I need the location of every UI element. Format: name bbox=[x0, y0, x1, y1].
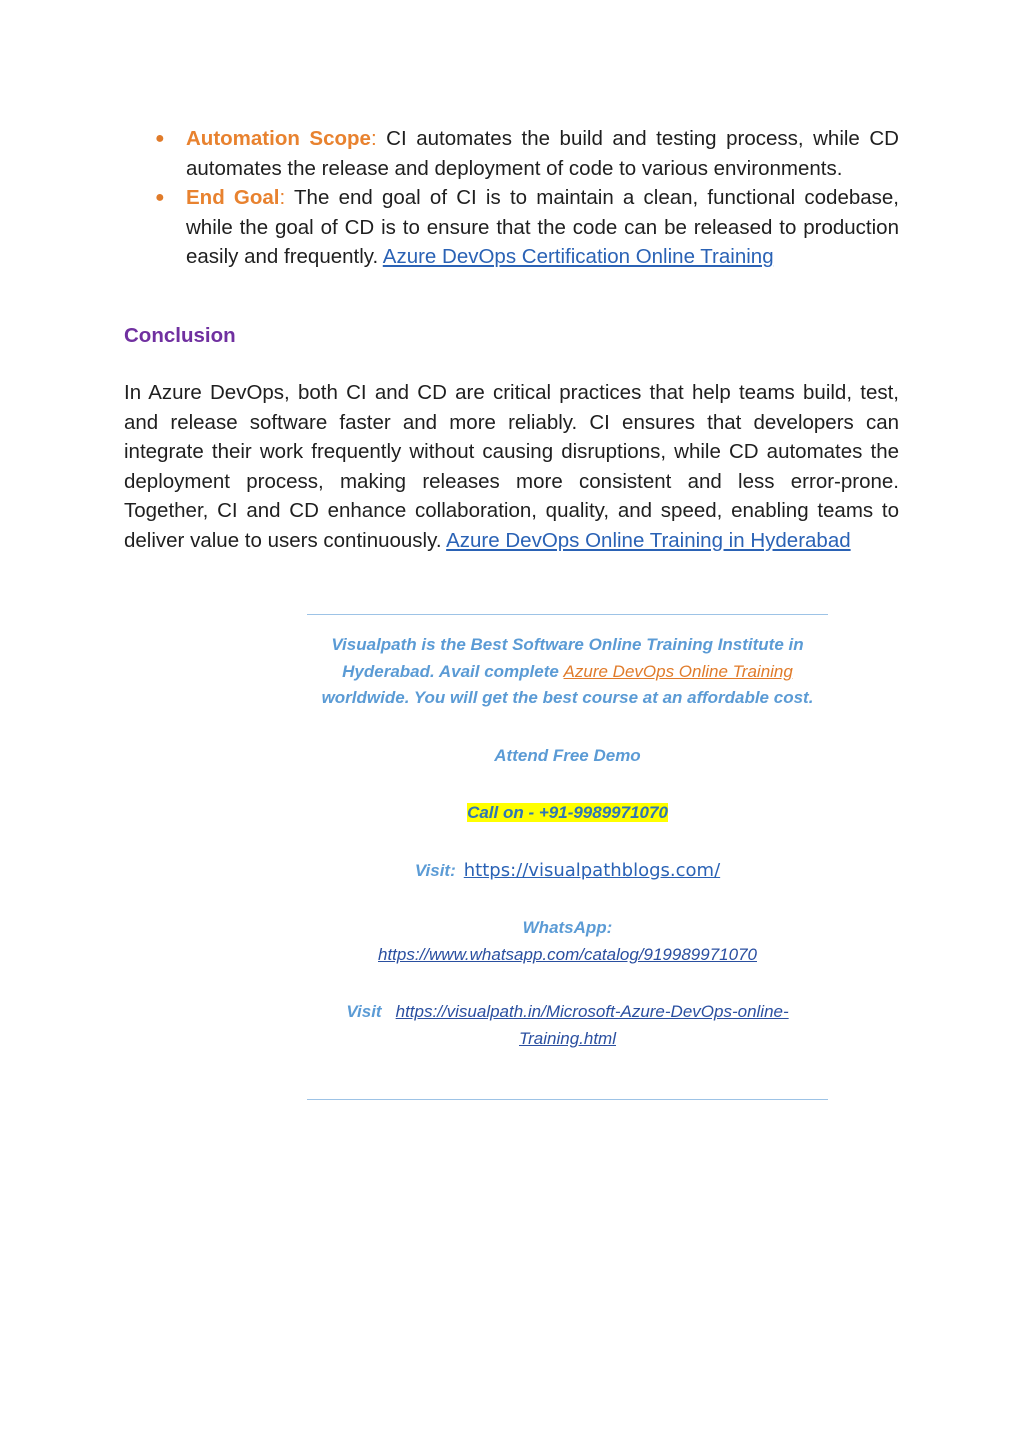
promo-box bbox=[307, 614, 828, 1100]
visit-course-label: Visit bbox=[346, 1002, 382, 1021]
visit-blog-line bbox=[307, 858, 828, 885]
blog-link[interactable]: https://visualpathblogs.com/ bbox=[463, 859, 721, 881]
free-demo-text: Attend Free Demo bbox=[494, 745, 641, 765]
bullet-text: CI automates the build and testing process, while CD automates the release and deployment of code to various environments. bbox=[186, 127, 899, 180]
bullet-automation-scope bbox=[124, 124, 899, 183]
visit-label: Visit: bbox=[414, 860, 456, 880]
conclusion-heading: Conclusion bbox=[124, 324, 236, 347]
course-page-link[interactable]: https://visualpath.in/Microsoft-Azure-DevOps-online-Training.html bbox=[395, 1002, 789, 1048]
conclusion-paragraph bbox=[124, 378, 899, 555]
whatsapp-label: WhatsApp: bbox=[522, 918, 613, 937]
visit-course-line bbox=[307, 999, 828, 1052]
conclusion-text: In Azure DevOps, both CI and CD are critical practices that help teams build, test, and release software faster and more reliably. CI ensures that developers can integrate their work frequently without causing disruptions, while CD automates the deployment process, making releases more consistent and less error-prone. Together, CI and CD enhance collaboration, quality, and speed, enabling teams to deliver value to users continuously. bbox=[124, 381, 899, 552]
whatsapp-block bbox=[307, 915, 828, 968]
comparison-bullet-list bbox=[124, 124, 899, 272]
phone-highlight: Call on - +91-9989971070 bbox=[467, 803, 668, 822]
bullet-colon: : bbox=[279, 186, 286, 209]
bullet-term: Automation Scope bbox=[186, 127, 371, 150]
bullet-dot-icon: ● bbox=[155, 130, 165, 147]
promo-intro-text-end: worldwide. You will get the best course at an affordable cost. bbox=[321, 688, 814, 707]
certification-training-link[interactable]: Azure DevOps Certification Online Training bbox=[382, 245, 774, 268]
bullet-colon: : bbox=[370, 127, 377, 150]
bullet-dot-icon: ● bbox=[155, 189, 165, 206]
bullet-text: The end goal of CI is to maintain a clean, functional codebase, while the goal of CD is to ensure that the code can be released to production easily and frequently. bbox=[186, 186, 899, 268]
promo-intro bbox=[307, 632, 828, 712]
bullet-end-goal bbox=[124, 183, 899, 272]
bullet-term: End Goal bbox=[186, 186, 280, 209]
promo-intro-text: Visualpath is the Best Software Online Training Institute in Hyderabad. Avail complete bbox=[331, 635, 804, 681]
whatsapp-link[interactable]: https://www.whatsapp.com/catalog/919989971070 bbox=[378, 944, 757, 964]
hyderabad-training-link[interactable]: Azure DevOps Online Training in Hyderabad bbox=[446, 528, 851, 552]
promo-training-link[interactable]: Azure DevOps Online Training bbox=[563, 661, 793, 681]
call-line bbox=[307, 800, 828, 827]
